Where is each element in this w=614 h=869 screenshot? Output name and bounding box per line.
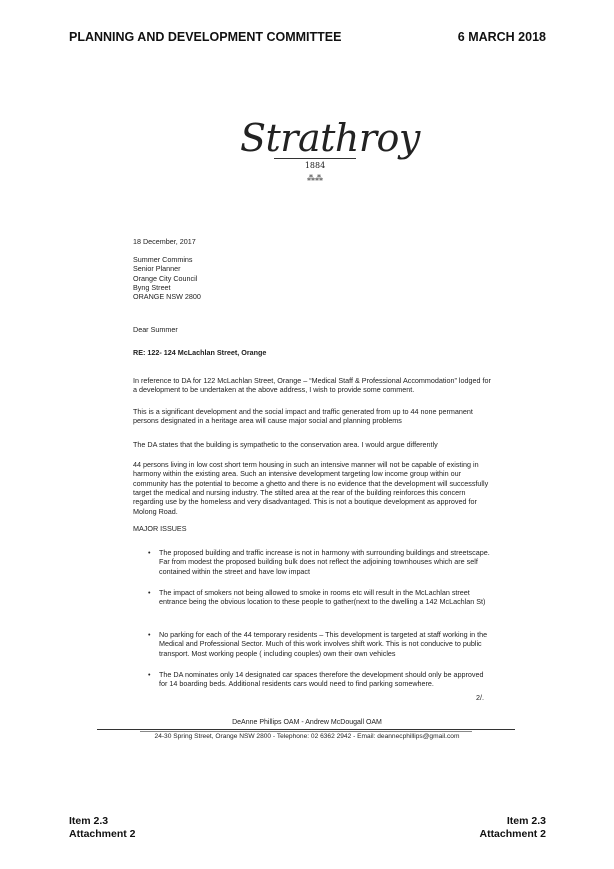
footer-divider — [97, 729, 515, 730]
issues-heading: MAJOR ISSUES — [133, 524, 187, 533]
page-continuation-marker: 2/. — [476, 693, 484, 702]
recipient-line: Summer Commins — [133, 255, 193, 264]
issue-text: No parking for each of the 44 temporary residents – This development is targeted at staff working in the Medical and Professional Sector. Much of this work involves shift work. This is not conducive to public transport. Most working people ( including couples) own their own vehicles — [159, 630, 488, 658]
letter-date: 18 December, 2017 — [133, 237, 196, 246]
bullet-icon: • — [148, 630, 151, 639]
paragraph: 44 persons living in low cost short term housing in such an intensive manner will not be capable of existing in harmony within the existing area. Such an intensive development targeting low income group within our community has the potential to become a ghetto and there is no evidence that the development will successfully target the medical and nursing industry. The stilted area at the rear of the building reinforces this concern regarding use by the homeless and very disadvantaged. This is not a boutique development as approved for Molong Road. — [133, 460, 489, 516]
recipient-line: Orange City Council — [133, 273, 198, 283]
paragraph: In reference to DA for 122 McLachlan Street, Orange – “Medical Staff & Professional Accommodation” lodged for a development to be undertaken at the above address, I wish to provide some comment. — [133, 376, 491, 395]
letterhead-logo — [240, 116, 420, 183]
footer-right — [479, 815, 546, 841]
salutation: Dear Summer — [133, 325, 178, 334]
footer-item-number: Item 2.3 — [506, 815, 546, 827]
letterhead-name: Strathroy — [240, 116, 420, 160]
letterhead-year: 1884 — [304, 161, 326, 170]
footer-attachment: Attachment 2 — [69, 828, 136, 840]
footer-attachment: Attachment 2 — [479, 828, 546, 840]
page-header-committee: PLANNING AND DEVELOPMENT COMMITTEE — [69, 30, 342, 44]
issue-text: The impact of smokers not being allowed to smoke in rooms etc will result in the McLachlan street entrance being the obvious location to these people to gather(next to the dwelling a 142 McLachlan St) — [159, 588, 486, 607]
bullet-icon: • — [148, 670, 151, 679]
footer-divider-secondary — [140, 731, 472, 732]
issue-text: The proposed building and traffic increase is not in harmony with surrounding buildings and streetscape. Far from modest the proposed building bulk does not reflect the adjoining townhouses which are self contained within the street and have low impact — [159, 548, 490, 576]
recipient-line: ORANGE NSW 2800 — [133, 292, 201, 302]
footer-left — [69, 815, 136, 841]
recipient-line: Byng Street — [133, 282, 171, 292]
page-header-date: 6 MARCH 2018 — [457, 30, 546, 44]
bullet-icon: • — [148, 588, 151, 597]
recipient-address — [133, 255, 493, 301]
letterhead-ornament-icon: ⁂⁂ — [307, 174, 323, 183]
bullet-icon: • — [148, 548, 151, 557]
paragraph: The DA states that the building is sympathetic to the conservation area. I would argue differently — [133, 440, 438, 450]
footer-item-number: Item 2.3 — [69, 815, 109, 827]
letterhead-footer-contact: 24-30 Spring Street, Orange NSW 2800 - Telephone: 02 6362 2942 - Email: deannecphillips@gmail.com — [154, 733, 460, 740]
issue-text: The DA nominates only 14 designated car spaces therefore the development should only be approved for 14 boarding beds. Additional residents cars would need to find parking somewhere. — [159, 670, 484, 689]
recipient-line: Senior Planner — [133, 264, 181, 274]
letterhead-footer-names: DeAnne Phillips OAM - Andrew McDougall OAM — [232, 719, 382, 726]
subject-line: RE: 122- 124 McLachlan Street, Orange — [133, 348, 267, 357]
paragraph: This is a significant development and the social impact and traffic generated from up to 44 none permanent persons designated in a heritage area will cause major social and planning problems — [133, 407, 473, 426]
